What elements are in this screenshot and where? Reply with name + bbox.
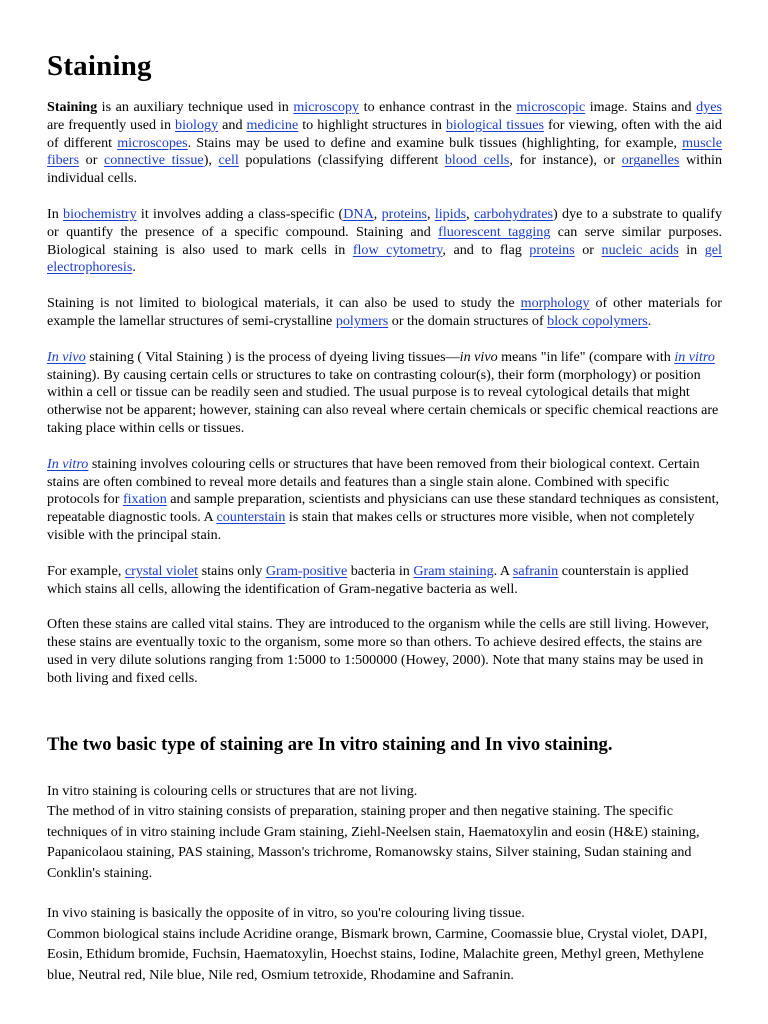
link-medicine[interactable]: medicine: [246, 116, 299, 133]
link-connective-tissue[interactable]: connective tissue: [103, 152, 204, 169]
link-polymers[interactable]: polymers: [335, 312, 389, 329]
link-dna[interactable]: DNA: [343, 205, 374, 222]
in-vitro-method: The method of in vitro staining consists of preparation, staining proper and then negative staining. The specific techniques of in vitro staining include Gram staining, Ziehl-Neelsen stain, Haematoxylin and eosin (H&E) staining, Papanicolaou staining, PAS staining, Masson's trichrome, Romanowsky stains, Silver staining, Sudan staining and Conklin's staining.: [47, 803, 700, 881]
link-safranin[interactable]: safranin: [512, 562, 559, 579]
link-microscopes[interactable]: microscopes: [117, 134, 188, 151]
link-biochemistry[interactable]: biochemistry: [63, 205, 137, 222]
section-heading: The two basic type of staining are In vitro staining and In vivo staining.: [47, 733, 613, 755]
in-vitro-definition: In vitro staining is colouring cells or structures that are not living.: [47, 782, 418, 799]
link-gel-electrophoresis[interactable]: gel electrophoresis: [47, 241, 722, 276]
link-gram-staining[interactable]: Gram staining: [413, 562, 494, 579]
link-crystal-violet[interactable]: crystal violet: [124, 562, 199, 579]
biochemistry-paragraph: In biochemistry it involves adding a class-specific (DNA, proteins, lipids, carbohydrates) dye to a substrate to qualify or quantify the presence of a specific compound. Staining and fluorescent tagging can serve similar purposes. Biological staining is also used to mark cells in flow cytometry, and to flag proteins or nucleic acids in gel electrophoresis.: [47, 205, 723, 276]
article-body: [47, 99, 722, 688]
in-vivo-definition: In vivo staining is basically the opposite of in vitro, so you're colouring living tissue.: [47, 905, 525, 922]
link-fluorescent-tagging[interactable]: fluorescent tagging: [438, 223, 551, 240]
link-proteins[interactable]: proteins: [381, 205, 427, 222]
page-title: Staining: [47, 50, 152, 82]
in-vivo-description: [47, 903, 722, 985]
link-carbohydrates[interactable]: carbohydrates: [473, 205, 554, 222]
link-counterstain[interactable]: counterstain: [216, 509, 286, 526]
link-proteins-2[interactable]: proteins: [529, 241, 575, 258]
bold-term: Staining: [47, 99, 98, 115]
link-flow-cytometry[interactable]: flow cytometry: [352, 241, 443, 258]
example-paragraph: For example, crystal violet stains only Gram-positive bacteria in Gram staining. A safranin counterstain is applied which stains all cells, allowing the identification of Gram-negative bacteria as well.: [47, 562, 689, 597]
in-vitro-paragraph: In vitro staining involves colouring cells or structures that have been removed from their biological context. Certain stains are often combined to reveal more details and features than a single stain alone. Combined with specific protocols for fixation and sample preparation, scientists and physicians can use these standard techniques as consistent, repeatable diagnostic tools. A counterstain is stain that makes cells or structures more visible, when not completely visible with the principal stain.: [47, 455, 720, 543]
in-vitro-description: [47, 781, 722, 884]
link-blood-cells[interactable]: blood cells: [444, 152, 510, 169]
link-block-copolymers[interactable]: block copolymers: [547, 312, 648, 329]
link-organelles[interactable]: organelles: [621, 152, 680, 169]
materials-paragraph: Staining is not limited to biological materials, it can also be used to study the morphology of other materials for example the lamellar structures of semi-crystalline polymers or the domain structures of block copolymers.: [47, 295, 722, 329]
link-biological-tissues[interactable]: biological tissues: [445, 116, 544, 133]
link-dyes[interactable]: dyes: [696, 99, 722, 115]
in-vivo-paragraph: In vivo staining ( Vital Staining ) is the process of dyeing living tissues—in vivo means "in life" (compare with in vitro staining). By causing certain cells or structures to take on contrasting colour(s), their form (morphology) or position within a cell or tissue can be readily seen and studied. The usual purpose is to reveal cytological details that might otherwise not be apparent; however, staining can also reveal where certain chemicals or specific chemical reactions are taking place within cells or tissues.: [47, 348, 719, 436]
link-microscopic[interactable]: microscopic: [516, 99, 586, 115]
link-muscle-fibers[interactable]: muscle fibers: [47, 134, 722, 169]
link-lipids[interactable]: lipids: [434, 205, 467, 222]
link-morphology[interactable]: morphology: [520, 295, 590, 312]
basic-types-section: [47, 781, 722, 986]
vital-stains-paragraph: Often these stains are called vital stains. They are introduced to the organism while the cells are still living. However, these stains are eventually toxic to the organism, some more so than others. To achieve desired effects, the stains are used in very dilute solutions ranging from 1:5000 to 1:500000 (Howey, 2000). Note that many stains may be used in both living and fixed cells.: [47, 616, 709, 686]
link-microscopy[interactable]: microscopy: [293, 99, 360, 115]
link-in-vitro[interactable]: in vitro: [674, 348, 715, 365]
link-gram-positive[interactable]: Gram-positive: [265, 562, 348, 579]
link-biology[interactable]: biology: [175, 116, 219, 133]
link-fixation[interactable]: fixation: [122, 491, 167, 508]
link-in-vitro-2[interactable]: In vitro: [47, 455, 89, 472]
link-in-vivo[interactable]: In vivo: [47, 348, 86, 365]
common-stains-list: Common biological stains include Acridine orange, Bismark brown, Carmine, Coomassie blue, Crystal violet, DAPI, Eosin, Ethidum bromide, Fuchsin, Haematoxylin, Hoechst stains, Iodine, Malachite green, Methyl green, Methylene blue, Neutral red, Nile blue, Nile red, Osmium tetroxide, Rhodamine and Safranin.: [47, 925, 708, 983]
intro-paragraph: Staining is an auxiliary technique used in microscopy to enhance contrast in the microscopic image. Stains and dyes are frequently used in biology and medicine to highlight structures in biological tissues for viewing, often with the aid of different microscopes. Stains may be used to define and examine bulk tissues (highlighting, for example, muscle fibers or connective tissue), cell populations (classifying different blood cells, for instance), or organelles within individual cells.: [47, 99, 722, 187]
link-nucleic-acids[interactable]: nucleic acids: [601, 241, 679, 258]
link-cell[interactable]: cell: [218, 152, 239, 169]
